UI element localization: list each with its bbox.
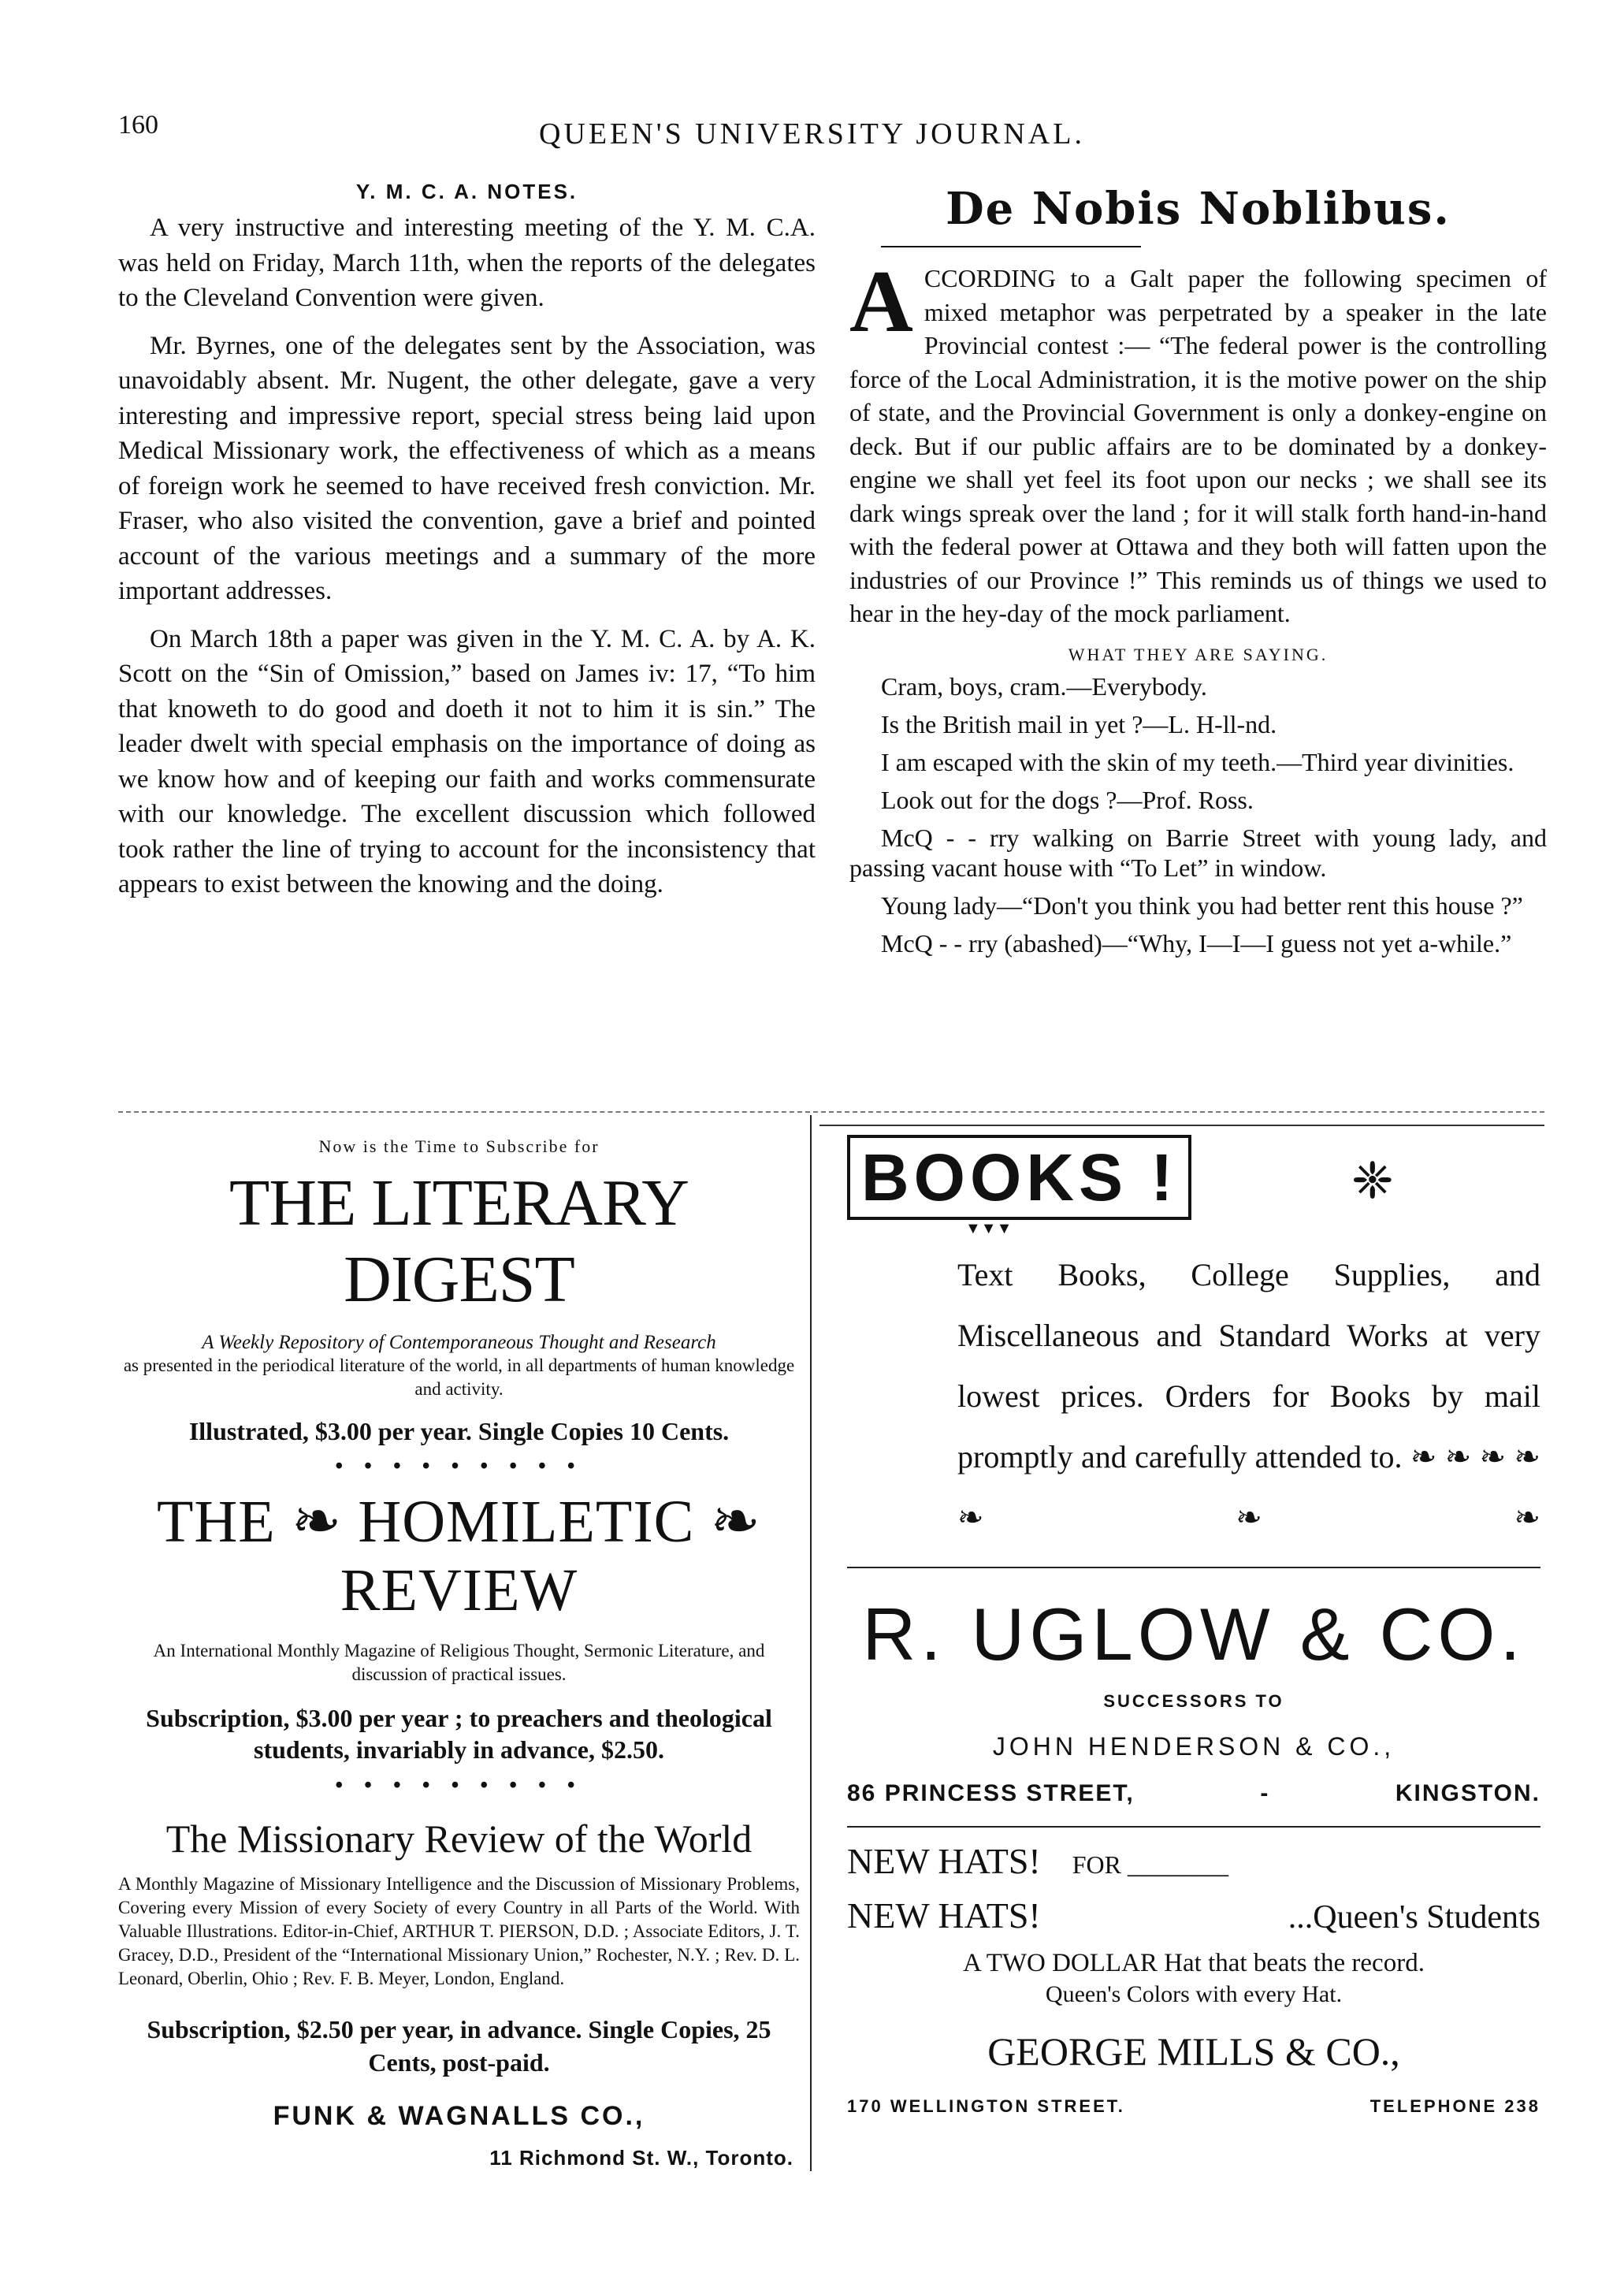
homiletic-review-title: THE ❧ HOMILETIC ❧ REVIEW	[156, 1489, 762, 1623]
missionary-review-price: Subscription, $2.50 per year, in advance. Single Copies, 25 Cents, post-paid.	[147, 2015, 771, 2077]
ad-divider	[847, 1826, 1540, 1828]
two-dollar-hat-line: A TWO DOLLAR Hat that beats the record.	[963, 1949, 1425, 1977]
saying-item: I am escaped with the skin of my teeth.—Third year divinities.	[881, 747, 1514, 776]
literary-digest-title: THE LITERARY DIGEST	[229, 1166, 689, 1316]
literary-digest-description: as presented in the periodical literature of the world, in all departments of human knowledge and activity.	[123, 1355, 795, 1399]
saying-item: McQ - - rry walking on Barrie Street with young lady, and passing vacant house with “To Let” in window.	[849, 823, 1547, 882]
hats-line-1	[847, 1840, 1540, 1882]
ymca-paragraph-2: Mr. Byrnes, one of the delegates sent by the Association, was unavoidably absent. Mr. Nugent, the other delegate, gave a very interesting and impressive report, special stress being laid upon Medical Missionary work, the effectiveness of which as a means of foreign work he seemed to have received fresh conviction. Mr. Fraser, who also visited the convention, gave a brief and pointed account of the various meetings and a summary of the more important addresses.	[118, 331, 816, 605]
for-label: FOR ________	[1072, 1850, 1228, 1879]
homiletic-review-price: Subscription, $3.00 per year ; to preachers and theological students, invariably in advance, $2.50.	[146, 1704, 772, 1764]
ymca-notes	[118, 180, 816, 915]
section-divider	[118, 1111, 1544, 1113]
hats-line-2	[847, 1895, 1540, 1936]
mills-telephone: TELEPHONE 238	[1369, 2096, 1540, 2116]
nobis-paragraph	[849, 253, 1547, 630]
city-name: KINGSTON.	[1395, 1780, 1540, 1806]
mills-contact-row	[847, 2096, 1540, 2117]
journal-title: QUEEN'S UNIVERSITY JOURNAL.	[539, 117, 1085, 151]
ornament-icon: ❈	[1351, 1153, 1394, 1209]
mills-street: 170 WELLINGTON STREET.	[847, 2096, 1125, 2116]
homiletic-review-description: An International Monthly Magazine of Religious Thought, Sermonic Literature, and discussion of practical issues.	[153, 1641, 765, 1684]
ad-divider	[847, 1567, 1540, 1568]
saying-item: Look out for the dogs ?—Prof. Ross.	[881, 785, 1254, 814]
section-divider	[819, 1125, 1544, 1126]
ymca-paragraph-1: A very instructive and interesting meeting of the Y. M. C.A. was held on Friday, March 11th, when the reports of the delegates to the Cleveland Convention were given.	[118, 214, 816, 312]
publisher-address: 11 Richmond St. W., Toronto.	[489, 2146, 793, 2170]
subscribe-line: Now is the Time to Subscribe for	[318, 1136, 600, 1156]
nobis-title: De Nobis Noblibus.	[946, 183, 1451, 235]
company-address	[847, 1780, 1540, 1807]
books-heading: BOOKS !	[847, 1135, 1191, 1220]
literary-digest-subtitle: A Weekly Repository of Contemporaneous Thought and Research	[202, 1332, 716, 1353]
literary-digest-price: Illustrated, $3.00 per year. Single Copies 10 Cents.	[188, 1417, 730, 1445]
saying-item: Cram, boys, cram.—Everybody.	[881, 671, 1207, 701]
ymca-title: Y. M. C. A. NOTES.	[355, 180, 578, 203]
publisher-name: FUNK & WAGNALLS CO.,	[273, 2101, 645, 2131]
missionary-review-title: The Missionary Review of the World	[165, 1817, 753, 1861]
dot-separator: • • • • • • • • •	[335, 1773, 583, 1798]
company-name: R. UGLOW & CO.	[862, 1593, 1526, 1675]
street-address: 86 PRINCESS STREET,	[847, 1780, 1135, 1806]
ymca-body	[118, 210, 816, 902]
saying-item: Is the British mail in yet ?—L. H-ll-nd.	[881, 709, 1277, 738]
sayings-heading: WHAT THEY ARE SAYING.	[1068, 644, 1329, 664]
triangle-ornament: ▼▼▼	[965, 1220, 1013, 1237]
uglow-mills-ads	[847, 1135, 1540, 2117]
new-hats-label: NEW HATS!	[847, 1895, 1041, 1936]
address-dash: -	[1260, 1780, 1270, 1806]
column-divider	[810, 1115, 812, 2171]
dot-separator: • • • • • • • • •	[335, 1454, 583, 1478]
saying-item: McQ - - rry (abashed)—“Why, I—I—I guess not yet a-while.”	[881, 928, 1512, 958]
funk-wagnalls-ad	[118, 1127, 800, 2170]
page-number: 160	[118, 110, 158, 139]
queens-colors-line: Queen's Colors with every Hat.	[1045, 1981, 1343, 2007]
missionary-review-description: A Monthly Magazine of Missionary Intelligence and the Discussion of Missionary Problems, Covering every Mission of every Society of every Country in all Parts of the World. With Valuable Illustrations. Editor-in-Chief, ARTHUR T. PIERSON, D.D. ; Associate Editors, J. T. Gracey, D.D., President of the “International Missionary Union,” Rochester, N.Y. ; Rev. D. L. Leonard, Oberlin, Ohio ; Rev. F. B. Meyer, London, England.	[118, 1874, 800, 1988]
nobis-section	[849, 183, 1547, 966]
ymca-paragraph-3: On March 18th a paper was given in the Y. M. C. A. by A. K. Scott on the “Sin of Omission,” based on James iv: 17, “To him that knoweth to do good and doeth it not to him it is sin.” The leader dwelt with special emphasis on the importance of doing as we know how and of keeping our faith and works commensurate with our knowledge. The excellent discussion which followed took rather the line of trying to account for the inconsistency that appears to exist between the knowing and the doing.	[118, 624, 816, 898]
saying-item: Young lady—“Don't you think you had better rent this house ?”	[881, 891, 1523, 920]
george-mills-name: GEORGE MILLS & CO.,	[987, 2029, 1400, 2073]
books-description: Text Books, College Supplies, and Miscellaneous and Standard Works at very lowest prices. Orders for Books by mail promptly and carefully attended to. ❧ ❧ ❧ ❧ ❧ ❧ ❧	[957, 1257, 1540, 1535]
new-hats-label: NEW HATS!	[847, 1841, 1041, 1881]
predecessor-name: JOHN HENDERSON & CO.,	[992, 1732, 1395, 1761]
successors-label: SUCCESSORS TO	[1103, 1691, 1284, 1711]
nobis-paragraph-text: CCORDING to a Galt paper the following specimen of mixed metaphor was perpetrated by a speaker in the late Provincial contest :— “The federal power is the controlling force of the Local Administration, it is the motive power on the ship of state, and the Provincial Government is only a donkey-engine on deck. But if our public affairs are to be dominated by a donkey-engine we shall yet feel its foot upon our necks ; we shall see its dark wings spreak over the land ; for it will stalk forth hand-in-hand with the federal power at Ottawa and they both will fatten upon the industries of our Province !” This reminds us of things we used to hear in the hey-day of the mock parliament.	[849, 264, 1547, 627]
queens-students-label: ...Queen's Students	[1288, 1899, 1540, 1936]
title-rule	[881, 246, 1141, 247]
drop-cap: A	[849, 253, 913, 351]
